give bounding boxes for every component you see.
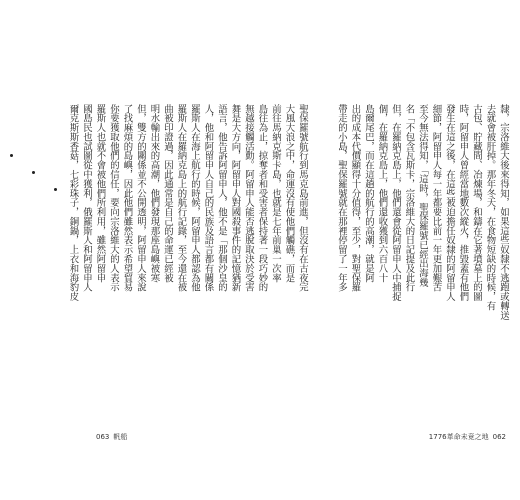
text-column: 大風大浪之中，命運沒有使他們觸礁，而是 [283,104,295,283]
text-column: 羅斯人在海上航行的時候，阿留申人都認為他 [189,104,200,292]
text-column: 古包、貯藏間、冶煉場，和鑄在它著墳墓上的圖 [471,104,482,302]
text-column: 曲被印證過，因此通常是自己的命運已經被 [162,104,173,283]
text-column: 聖保羅號航行到馬克島前進，但沒有在古夜完 [297,104,308,292]
text-column: 明水輸出來的高潮，他們發現那座島嶼被寒 [148,104,160,283]
bullet-mark [54,188,57,191]
bullet-mark [10,154,13,157]
text-column: 個，在羅納克島上，他們還收獲到六百八十 [376,104,388,283]
text-column: 隸，宗洛維大後來得知，如果這些奴隸不逃跑或轉送 [498,104,509,320]
text-column: 舞是大方向，阿留申人對國殺事件的記憶猶新 [229,104,241,292]
text-column: 人，他和阿留申人自己的民族及語言都有關係 [202,104,214,292]
margin-marks [0,150,62,210]
page-footer [429,433,506,442]
text-column: 但，在羅納克島上，他們還會從阿留申人中捕捉 [390,104,401,302]
text-column: 羅斯人也就不會被他們所利用，雖然阿留申 [94,104,106,283]
text-column: 島往為止，掠奪者和受害者保持著一段巧妙的 [256,104,268,292]
text-column: 語言，他告訴阿留申人，他不是「那個沙皇的 [216,104,227,292]
text-column: 國島民也試圖從中獲利，俄羅斯人和阿留申人 [81,104,92,292]
text-column: 但，雙方的關係並不公開透明，阿留申人來說 [135,104,146,292]
page-footer [96,433,127,442]
text-column: 發生在這之後，在這些被迫擔任奴隸的阿留申人 [444,104,455,302]
text-column: 出的成本代價顯得十分值得，至少，對聖保羅 [349,104,361,292]
text-column: 名「不包含瓦斯卡，宗洛維大的日記提及此行 [403,104,415,292]
text-column: 羅斯人在羅納克島上的航行記錄，至今還在被 [175,104,187,292]
running-title: 1776革命未竟之地 [428,433,489,441]
right-page-body [298,104,509,347]
text-column: 帶走的小島，聖保羅號就在那裡停留了一年多 [336,104,347,292]
text-column: 你要獲取他們的信任，要向宗洛維大的人表示 [108,104,119,292]
text-column: 爾克斯斯香菇，七彩珠子，銅鍋，上衣和海豹皮 [67,104,79,302]
page-number: 063 [96,433,110,441]
text-column: 前往馬納克斯卡島，也就是七年前巢一次率 [270,104,281,283]
text-column: 細節，阿留申人每一年都要比前一年更加艱苦 [430,104,442,292]
text-column: 至今無法得知，「這時，聖保羅號已經出海幾 [417,104,428,288]
right-page [268,0,520,500]
bullet-mark [32,171,35,174]
text-column: 去就會被肝掉。那年冬天，在食物短缺的時候，有 [484,104,496,311]
running-title: 帆船 [113,433,128,441]
text-column: 島爾尾巴，而在這趟的航行的高潮，就是阿 [363,104,374,283]
text-column: 無越接觸活動。阿留申人能否逃脫取決於受害 [243,104,254,292]
text-column: 時，阿留申人曾經當地數次縱火，推毀蓋有他們 [457,104,469,302]
text-column: 了找麻煩的島嶼，因此他們雖然表示希望貿易 [121,104,133,292]
page-number: 062 [492,433,506,441]
